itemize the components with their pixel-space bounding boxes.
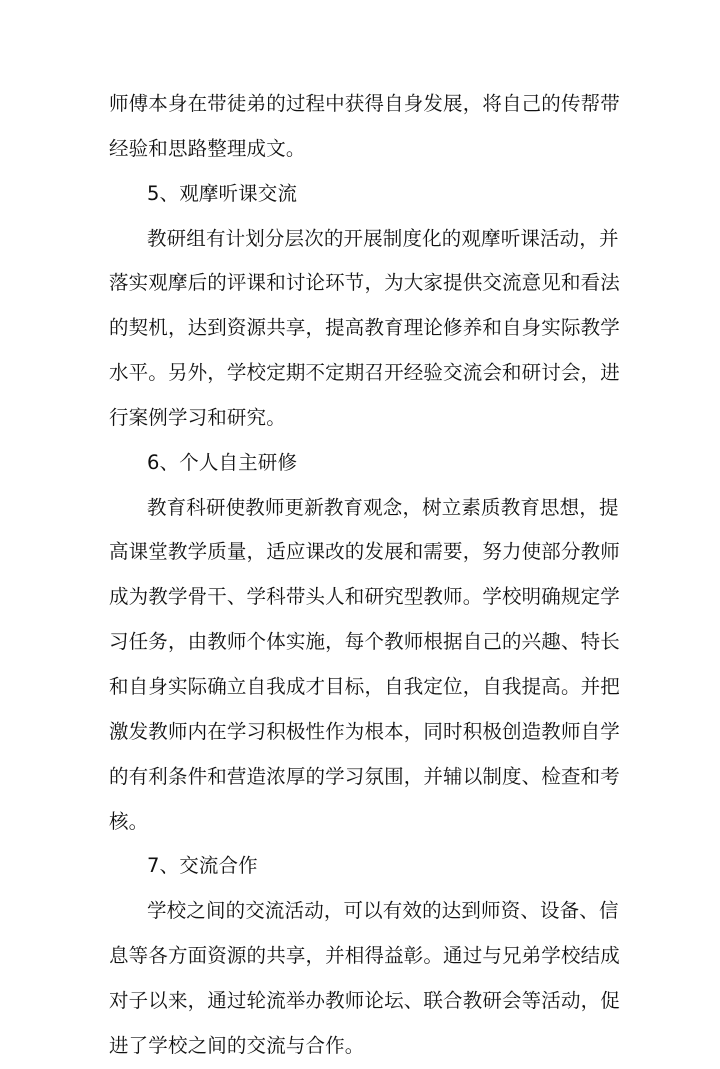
text-line: 的契机，达到资源共享，提高教育理论修养和自身实际教学 — [109, 316, 620, 340]
section-heading-5: 5、观摩听课交流 — [147, 181, 298, 205]
text-line: 对子以来，通过轮流举办教师论坛、联合教研会等活动，促 — [109, 988, 620, 1012]
text-line: 息等各方面资源的共享，并相得益彰。通过与兄弟学校结成 — [109, 944, 620, 968]
text-line: 教育科研使教师更新教育观念，树立素质教育思想，提 — [147, 495, 619, 519]
text-line: 水平。另外，学校定期不定期召开经验交流会和研讨会，进 — [109, 361, 620, 385]
text-line: 成为教学骨干、学科带头人和研究型教师。学校明确规定学 — [109, 585, 620, 609]
text-line: 核。 — [109, 809, 149, 833]
text-line: 习任务，由教师个体实施，每个教师根据自己的兴趣、特长 — [109, 630, 620, 654]
text-line: 的有利条件和营造浓厚的学习氛围，并辅以制度、检查和考 — [109, 764, 620, 788]
text-line: 激发教师内在学习积极性作为根本，同时积极创造教师自学 — [109, 719, 620, 743]
document-body — [109, 82, 620, 1069]
text-line: 和自身实际确立自我成才目标，自我定位，自我提高。并把 — [109, 674, 620, 698]
section-heading-6: 6、个人自主研修 — [147, 450, 298, 474]
text-line: 落实观摩后的评课和讨论环节，为大家提供交流意见和看法 — [109, 271, 620, 295]
text-line: 高课堂教学质量，适应课改的发展和需要，努力使部分教师 — [109, 540, 620, 564]
text-line: 师傅本身在带徒弟的过程中获得自身发展，将自己的传帮带 — [109, 92, 620, 115]
text-line: 学校之间的交流活动，可以有效的达到师资、设备、信 — [147, 899, 619, 923]
text-line: 教研组有计划分层次的开展制度化的观摩听课活动，并 — [147, 226, 619, 250]
text-line: 进了学校之间的交流与合作。 — [109, 1033, 365, 1057]
text-line: 经验和思路整理成文。 — [109, 136, 306, 160]
section-heading-7: 7、交流合作 — [147, 854, 258, 878]
text-line: 行案例学习和研究。 — [109, 405, 286, 429]
